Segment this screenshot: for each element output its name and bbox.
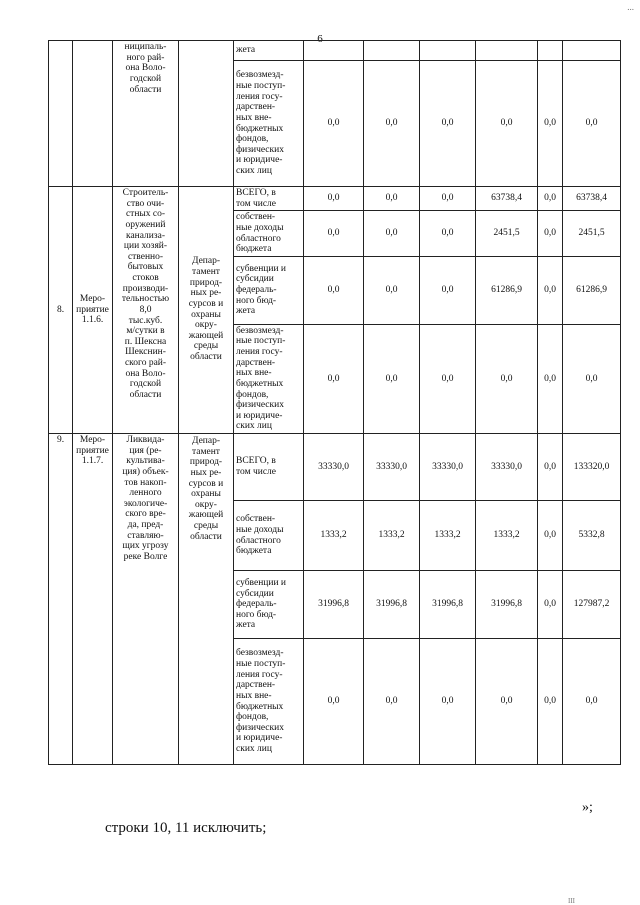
source-cell: субвенции и субсидии федераль- ного бюд- жета [234, 256, 304, 324]
value-cell: 0,0 [364, 61, 420, 187]
value-cell: 61286,9 [563, 256, 621, 324]
event-cell [73, 41, 113, 187]
value-cell: 0,0 [420, 211, 476, 257]
value-cell: 0,0 [538, 211, 563, 257]
bottom-mark: III [568, 897, 575, 905]
executor-cell: Депар- тамент природ- ных ре- сурсов и охраны окру- жающей среды области [179, 187, 234, 434]
instruction-note: строки 10, 11 исключить; [105, 820, 267, 836]
value-cell: 2451,5 [563, 211, 621, 257]
value-cell: 31996,8 [476, 571, 538, 639]
value-cell: 0,0 [538, 324, 563, 433]
value-cell: 33330,0 [420, 434, 476, 501]
value-cell: 0,0 [304, 324, 364, 433]
value-cell: 0,0 [476, 61, 538, 187]
value-cell: 63738,4 [563, 187, 621, 211]
value-cell: 33330,0 [364, 434, 420, 501]
value-cell: 2451,5 [476, 211, 538, 257]
value-cell: 0,0 [420, 187, 476, 211]
value-cell: 0,0 [420, 256, 476, 324]
program-table [48, 40, 621, 765]
corner-mark: ... [627, 2, 634, 12]
value-cell: 0,0 [538, 639, 563, 765]
value-cell: 1333,2 [476, 501, 538, 571]
value-cell: 1333,2 [420, 501, 476, 571]
name-cell: Ликвида- ция (ре- культива- ция) объек- тов накоп- ленного экологиче- ского вре- да, пред- ставляю- щих угрозу реке Волге [113, 434, 179, 765]
value-cell: 0,0 [364, 211, 420, 257]
source-cell: собствен- ные доходы областного бюджета [234, 211, 304, 257]
event-cell: Меро- приятие 1.1.7. [73, 434, 113, 765]
value-cell: 0,0 [563, 324, 621, 433]
value-cell: 0,0 [476, 639, 538, 765]
row-number-cell: 8. [49, 187, 73, 434]
value-cell: 5332,8 [563, 501, 621, 571]
value-cell: 0,0 [304, 187, 364, 211]
value-cell: 31996,8 [420, 571, 476, 639]
table-row [49, 187, 621, 211]
value-cell: 31996,8 [364, 571, 420, 639]
row-number-cell [49, 41, 73, 187]
row-number-cell: 9. [49, 434, 73, 765]
value-cell: 0,0 [538, 61, 563, 187]
value-cell: 0,0 [538, 571, 563, 639]
source-cell: ВСЕГО, в том числе [234, 187, 304, 211]
value-cell: 0,0 [563, 61, 621, 187]
source-cell: жета [234, 41, 304, 61]
value-cell: 0,0 [364, 256, 420, 324]
value-cell: 1333,2 [304, 501, 364, 571]
source-cell: безвозмезд- ные поступ- ления госу- дарствен- ных вне- бюджетных фондов, физических и юридиче- ских лиц [234, 61, 304, 187]
executor-cell: Депар- тамент природ- ных ре- сурсов и охраны окру- жающей среды области [179, 434, 234, 765]
value-cell: 0,0 [563, 639, 621, 765]
value-cell: 33330,0 [476, 434, 538, 501]
value-cell: 0,0 [364, 187, 420, 211]
event-cell: Меро- приятие 1.1.6. [73, 187, 113, 434]
value-cell: 127987,2 [563, 571, 621, 639]
value-cell: 1333,2 [364, 501, 420, 571]
table-row [49, 41, 621, 61]
value-cell: 0,0 [538, 501, 563, 571]
value-cell: 0,0 [538, 187, 563, 211]
source-cell: безвозмезд- ные поступ- ления госу- дарствен- ных вне- бюджетных фондов, физических и юридиче- ских лиц [234, 324, 304, 433]
closing-quote: »; [582, 800, 593, 815]
value-cell: 61286,9 [476, 256, 538, 324]
source-cell: собствен- ные доходы областного бюджета [234, 501, 304, 571]
value-cell: 133320,0 [563, 434, 621, 501]
value-cell: 0,0 [538, 434, 563, 501]
value-cell: 0,0 [364, 324, 420, 433]
value-cell: 0,0 [364, 639, 420, 765]
table-row [49, 434, 621, 501]
value-cell: 0,0 [420, 61, 476, 187]
name-cell: Строитель- ство очи- стных со- оружений канализа- ции хозяй- ственно- бытовых стоков производи- тельностью 8,0 тыс.куб. м/сутки в п. Шексна Шекснин- ского рай- она Воло- годской области [113, 187, 179, 434]
name-cell: ниципаль- ного рай- она Воло- годской области [113, 41, 179, 187]
value-cell: 0,0 [420, 639, 476, 765]
value-cell: 0,0 [476, 324, 538, 433]
value-cell: 0,0 [304, 211, 364, 257]
source-cell: ВСЕГО, в том числе [234, 434, 304, 501]
value-cell: 0,0 [420, 324, 476, 433]
value-cell: 31996,8 [304, 571, 364, 639]
source-cell: безвозмезд- ные поступ- ления госу- дарствен- ных вне- бюджетных фондов, физических и юридиче- ских лиц [234, 639, 304, 765]
value-cell: 33330,0 [304, 434, 364, 501]
value-cell: 0,0 [538, 256, 563, 324]
value-cell: 0,0 [304, 256, 364, 324]
executor-cell [179, 41, 234, 187]
page-number: 6 [317, 33, 323, 45]
source-cell: субвенции и субсидии федераль- ного бюд- жета [234, 571, 304, 639]
value-cell: 0,0 [304, 61, 364, 187]
value-cell: 63738,4 [476, 187, 538, 211]
value-cell: 0,0 [304, 639, 364, 765]
